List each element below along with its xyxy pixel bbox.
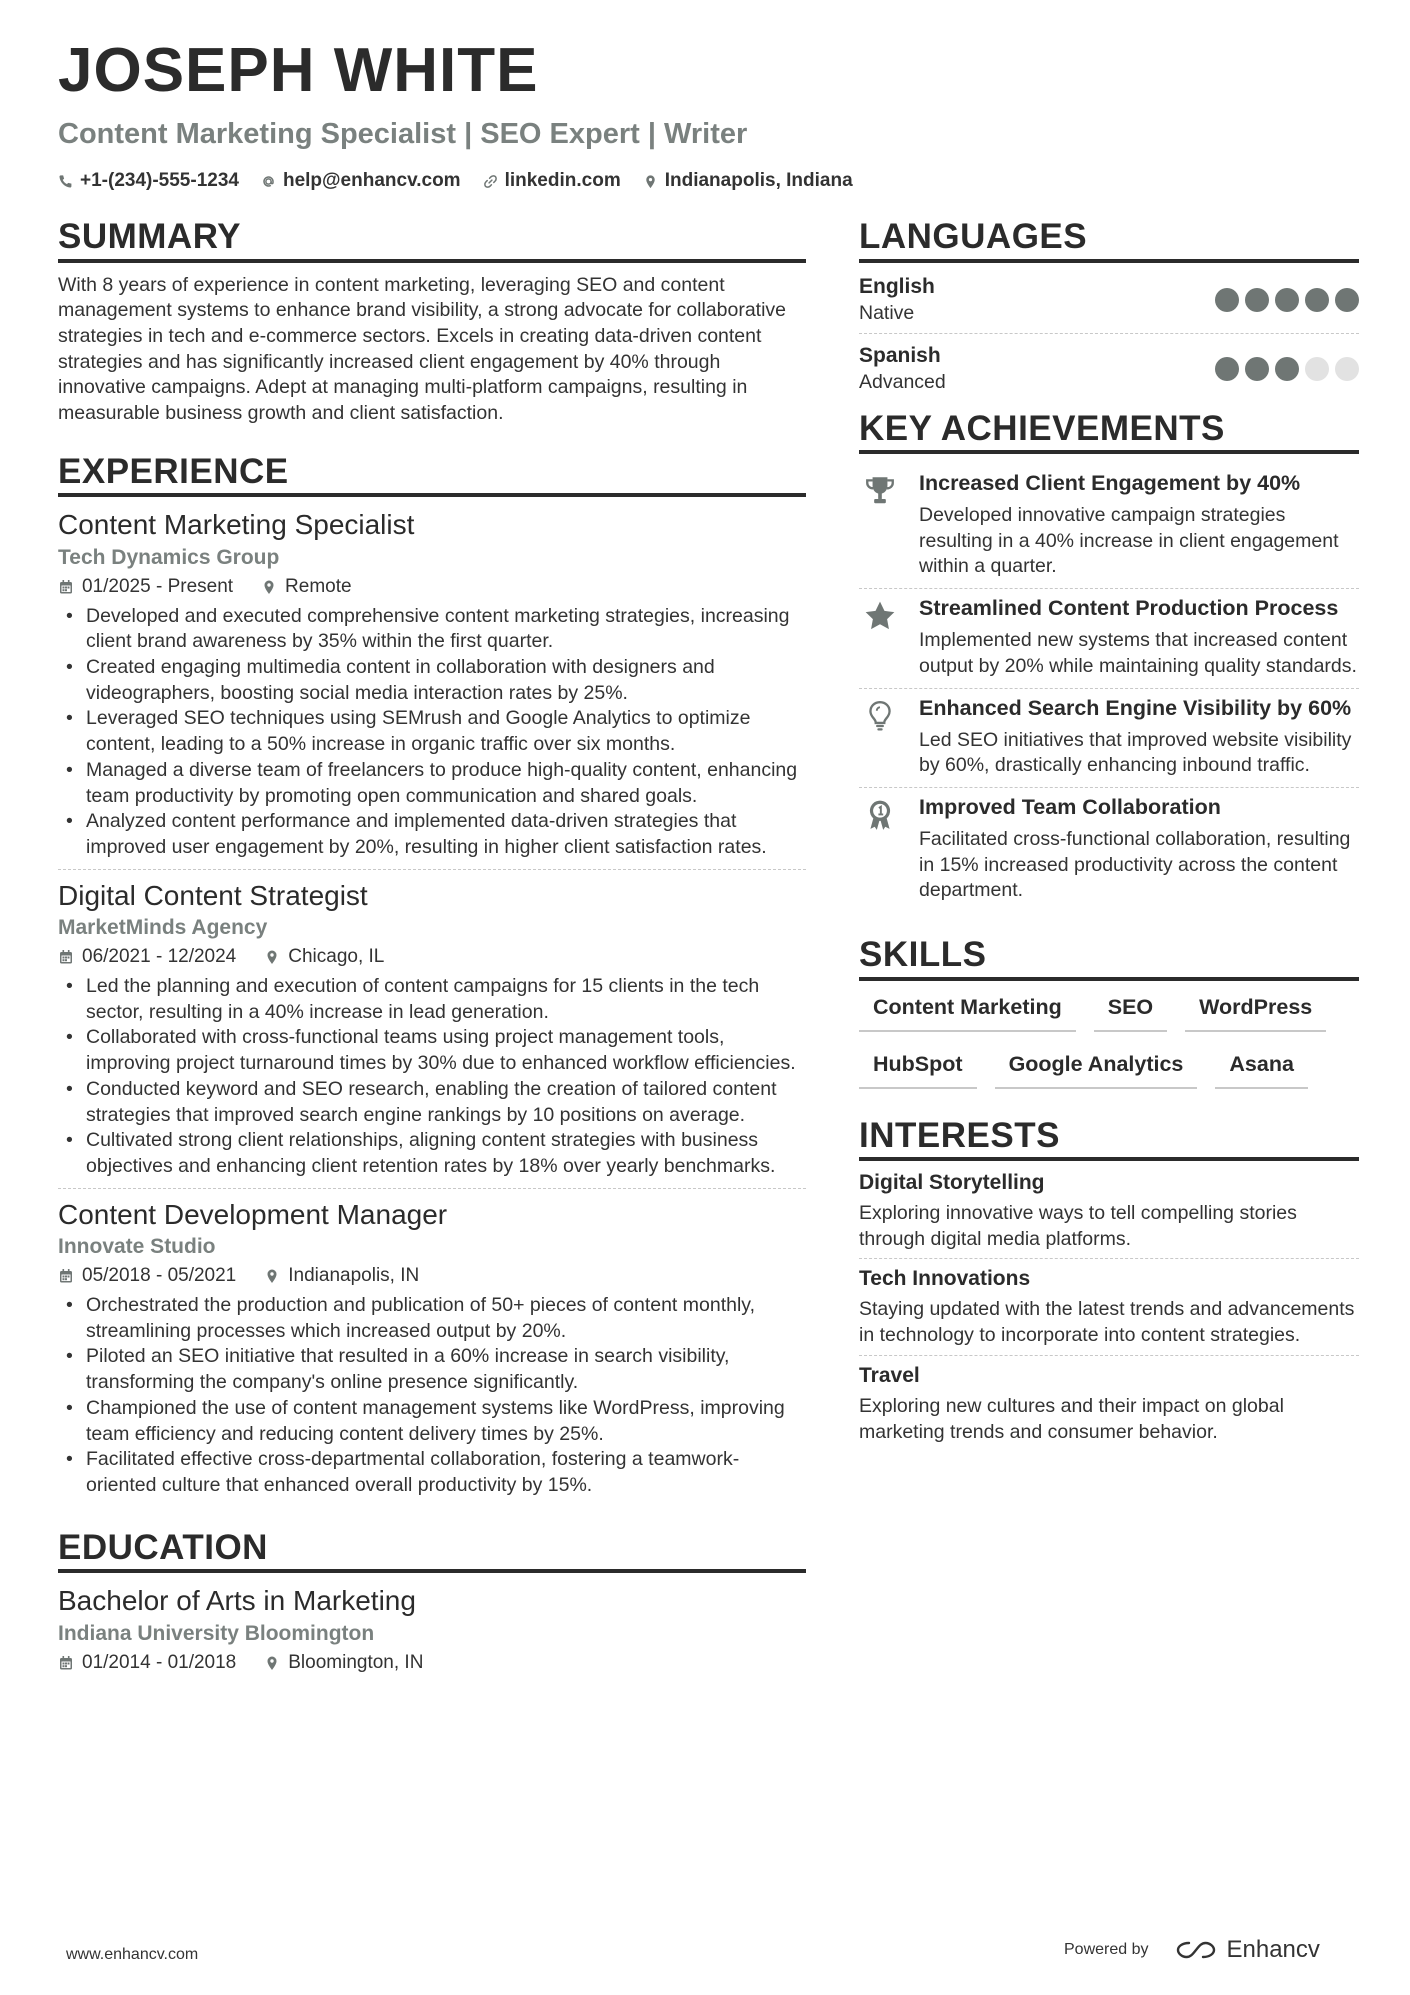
job-location [261,576,352,598]
skill-tag: SEO [1094,991,1167,1032]
at-icon [261,174,276,189]
job-bullet: • Collaborated with cross-functional teams using project management tools, improving project turnaround times by 30% due to enhanced workflow efficiencies. [86,1025,806,1076]
candidate-name: JOSEPH WHITE [58,36,539,105]
rating-dot-empty [1335,357,1359,381]
achievement-title: Increased Client Engagement by 40% [919,471,1301,495]
degree-title: Bachelor of Arts in Marketing [58,1585,416,1617]
interest-item [859,1171,1359,1259]
contact-email[interactable] [261,170,461,192]
experience-heading: EXPERIENCE [58,453,806,498]
contact-linkedin-text: linkedin.com [504,170,621,191]
job-location-text: Remote [285,575,352,597]
location-icon [264,949,280,965]
location-icon [264,1655,280,1671]
education-location-text: Bloomington, IN [288,1651,424,1673]
job-bullet: • Managed a diverse team of freelancers to produce high-quality content, enhancing team productivity by promoting open communication and shared goals. [86,758,806,809]
interest-description: Exploring new cultures and their impact on global marketing trends and consumer behavior. [859,1394,1284,1443]
skills-heading: SKILLS [859,936,1359,981]
achievement-item [859,464,1359,589]
contact-location-text: Indianapolis, Indiana [664,170,853,191]
job-bullets [58,604,806,861]
achievement-title: Improved Team Collaboration [919,794,1221,819]
calendar-icon [58,1655,74,1671]
award-icon [863,798,897,832]
education-heading: EDUCATION [58,1529,806,1574]
rating-dot-filled [1245,357,1269,381]
languages-heading: LANGUAGES [859,218,1359,263]
job-location-text: Chicago, IL [288,946,385,968]
job-company: Innovate Studio [58,1235,216,1259]
contact-location [643,170,853,192]
interest-item [859,1267,1359,1355]
interest-title: Tech Innovations [859,1267,1031,1291]
rating-dot-filled [1215,357,1239,381]
job-location-text: Indianapolis, IN [288,1265,420,1287]
job-entry [58,1197,806,1507]
location-icon [264,1268,280,1284]
phone-icon [58,174,73,189]
interest-description: Exploring innovative ways to tell compelling stories through digital media platforms. [859,1202,1297,1250]
calendar-icon [58,949,74,965]
job-location [264,1265,419,1287]
language-level: Advanced [859,370,946,393]
job-bullet: • Developed and executed comprehensive content marketing strategies, increasing client brand awareness by 35% within the first quarter. [86,604,806,655]
achievement-title: Enhanced Search Engine Visibility by 60% [919,695,1352,720]
job-bullet: • Leveraged SEO techniques using SEMrush and Google Analytics to optimize content, leading to a 50% increase in organic traffic over six months. [86,706,806,757]
interest-title: Digital Storytelling [859,1171,1045,1195]
headline: Content Marketing Specialist | SEO Expert | Writer [58,118,748,150]
rating-dot-filled [1245,288,1269,312]
summary-text: With 8 years of experience in content marketing, leveraging SEO and content management systems to enhance brand visibility, a strong advocate for collaborative strategies in tech and e-commerce sectors. Excels in creating data-driven content strategies and has significantly increased client engagement by 40% through innovative campaigns. Adept at managing multi-platform campaigns, resulting in measurable business growth and client satisfaction. [58,273,787,425]
achievement-item [859,788,1359,912]
job-dates-text: 01/2025 - Present [82,575,234,597]
job-meta [58,1265,806,1287]
brand-logo[interactable] [1175,1936,1320,1964]
skill-tag: HubSpot [859,1048,977,1089]
calendar-icon [58,1268,74,1284]
language-level: Native [859,301,915,324]
job-entry [58,507,806,869]
rating-dot-empty [1305,357,1329,381]
left-column [58,218,806,1680]
job-dates-text: 05/2018 - 05/2021 [82,1265,237,1287]
powered-by-label: Powered by [1064,1941,1149,1958]
skill-tag: Asana [1215,1048,1308,1089]
job-meta [58,946,806,968]
job-title: Content Marketing Specialist [58,509,415,541]
rating-dot-filled [1335,288,1359,312]
language-rating [1215,288,1359,312]
job-bullet: • Orchestrated the production and publication of 50+ pieces of content monthly, streamlining processes which increased output by 20%. [86,1293,806,1344]
interest-item [859,1364,1359,1451]
location-icon [643,174,658,189]
language-name: English [859,274,935,298]
interest-description: Staying updated with the latest trends and advancements in technology to incorporate into content strategies. [859,1298,1355,1347]
job-bullets [58,1293,806,1499]
education-location [264,1652,423,1674]
job-dates [58,1265,236,1287]
job-bullet: • Championed the use of content management systems like WordPress, improving team efficiency and reducing content delivery times by 25%. [86,1396,806,1447]
achievement-description: Implemented new systems that increased content output by 20% while maintaining quality standards. [919,629,1357,677]
calendar-icon [58,579,74,595]
job-bullet: • Created engaging multimedia content in collaboration with designers and videographers, boosting social media interaction rates by 25%. [86,655,806,706]
rating-dot-filled [1275,288,1299,312]
footer-website[interactable]: www.enhancv.com [66,1946,199,1963]
education-dates [58,1652,236,1674]
job-bullet: • Facilitated effective cross-departmental collaboration, fostering a teamwork-oriented culture that enhanced overall productivity by 15%. [86,1447,806,1498]
rating-dot-filled [1215,288,1239,312]
skills-list [859,991,1359,1089]
school-name: Indiana University Bloomington [58,1621,375,1645]
contact-bar [58,170,853,192]
skill-tag: WordPress [1185,991,1326,1032]
job-entry [58,878,806,1189]
job-location [264,946,384,968]
link-icon [483,174,498,189]
education-dates-text: 01/2014 - 01/2018 [82,1651,237,1673]
language-name: Spanish [859,343,941,367]
job-bullet: • Analyzed content performance and implemented data-driven strategies that improved user engagement by 20%, resulting in higher client satisfaction rates. [86,809,806,860]
job-bullet: • Led the planning and execution of content campaigns for 15 clients in the tech sector, resulting in a 40% increase in lead generation. [86,974,806,1025]
footer-branding [1064,1936,1320,1964]
education-meta [58,1652,806,1674]
achievement-title: Streamlined Content Production Process [919,596,1339,621]
job-dates-text: 06/2021 - 12/2024 [82,946,237,968]
location-icon [261,579,277,595]
contact-linkedin[interactable] [483,170,621,192]
achievements-heading: KEY ACHIEVEMENTS [859,410,1359,455]
interest-title: Travel [859,1363,920,1387]
interests-heading: INTERESTS [859,1117,1359,1162]
job-bullet: • Cultivated strong client relationships, aligning content strategies with business objectives and enhancing client retention rates by 18% over yearly benchmarks. [86,1128,806,1179]
job-company: MarketMinds Agency [58,916,268,940]
job-dates [58,576,233,598]
achievement-item [859,689,1359,788]
enhancv-logo-icon [1175,1939,1217,1961]
contact-phone-text: +1-(234)-555-1234 [80,170,239,191]
job-meta [58,576,806,598]
contact-email-text: help@enhancv.com [282,170,461,191]
achievement-item [859,589,1359,688]
language-rating [1215,357,1359,381]
job-title: Digital Content Strategist [58,879,368,911]
job-company: Tech Dynamics Group [58,545,280,569]
right-column [859,218,1359,1459]
rating-dot-filled [1275,357,1299,381]
skill-tag: Google Analytics [995,1048,1198,1089]
job-bullet: • Conducted keyword and SEO research, enabling the creation of tailored content strategies that improved search engine rankings by 10 positions on average. [86,1077,806,1128]
brand-name: Enhancv [1226,1936,1320,1963]
achievement-description: Led SEO initiatives that improved website visibility by 60%, drastically enhancing inbound traffic. [919,728,1352,777]
summary-heading: SUMMARY [58,218,806,263]
achievement-description: Facilitated cross-functional collaboration, resulting in 15% increased productivity across the content department. [919,827,1351,902]
language-item [859,273,1359,334]
job-dates [58,946,236,968]
lightbulb-icon [863,699,897,733]
rating-dot-filled [1305,288,1329,312]
job-bullet: • Piloted an SEO initiative that resulted in a 60% increase in search visibility, transforming the company's online presence significantly. [86,1344,806,1395]
job-title: Content Development Manager [58,1198,448,1230]
skill-tag: Content Marketing [859,991,1076,1032]
star-icon [863,599,897,633]
language-item [859,342,1359,402]
contact-phone[interactable] [58,170,239,192]
trophy-icon [863,474,897,508]
achievement-description: Developed innovative campaign strategies resulting in a 40% increase in client engagement within a quarter. [919,504,1339,578]
job-bullets [58,974,806,1180]
